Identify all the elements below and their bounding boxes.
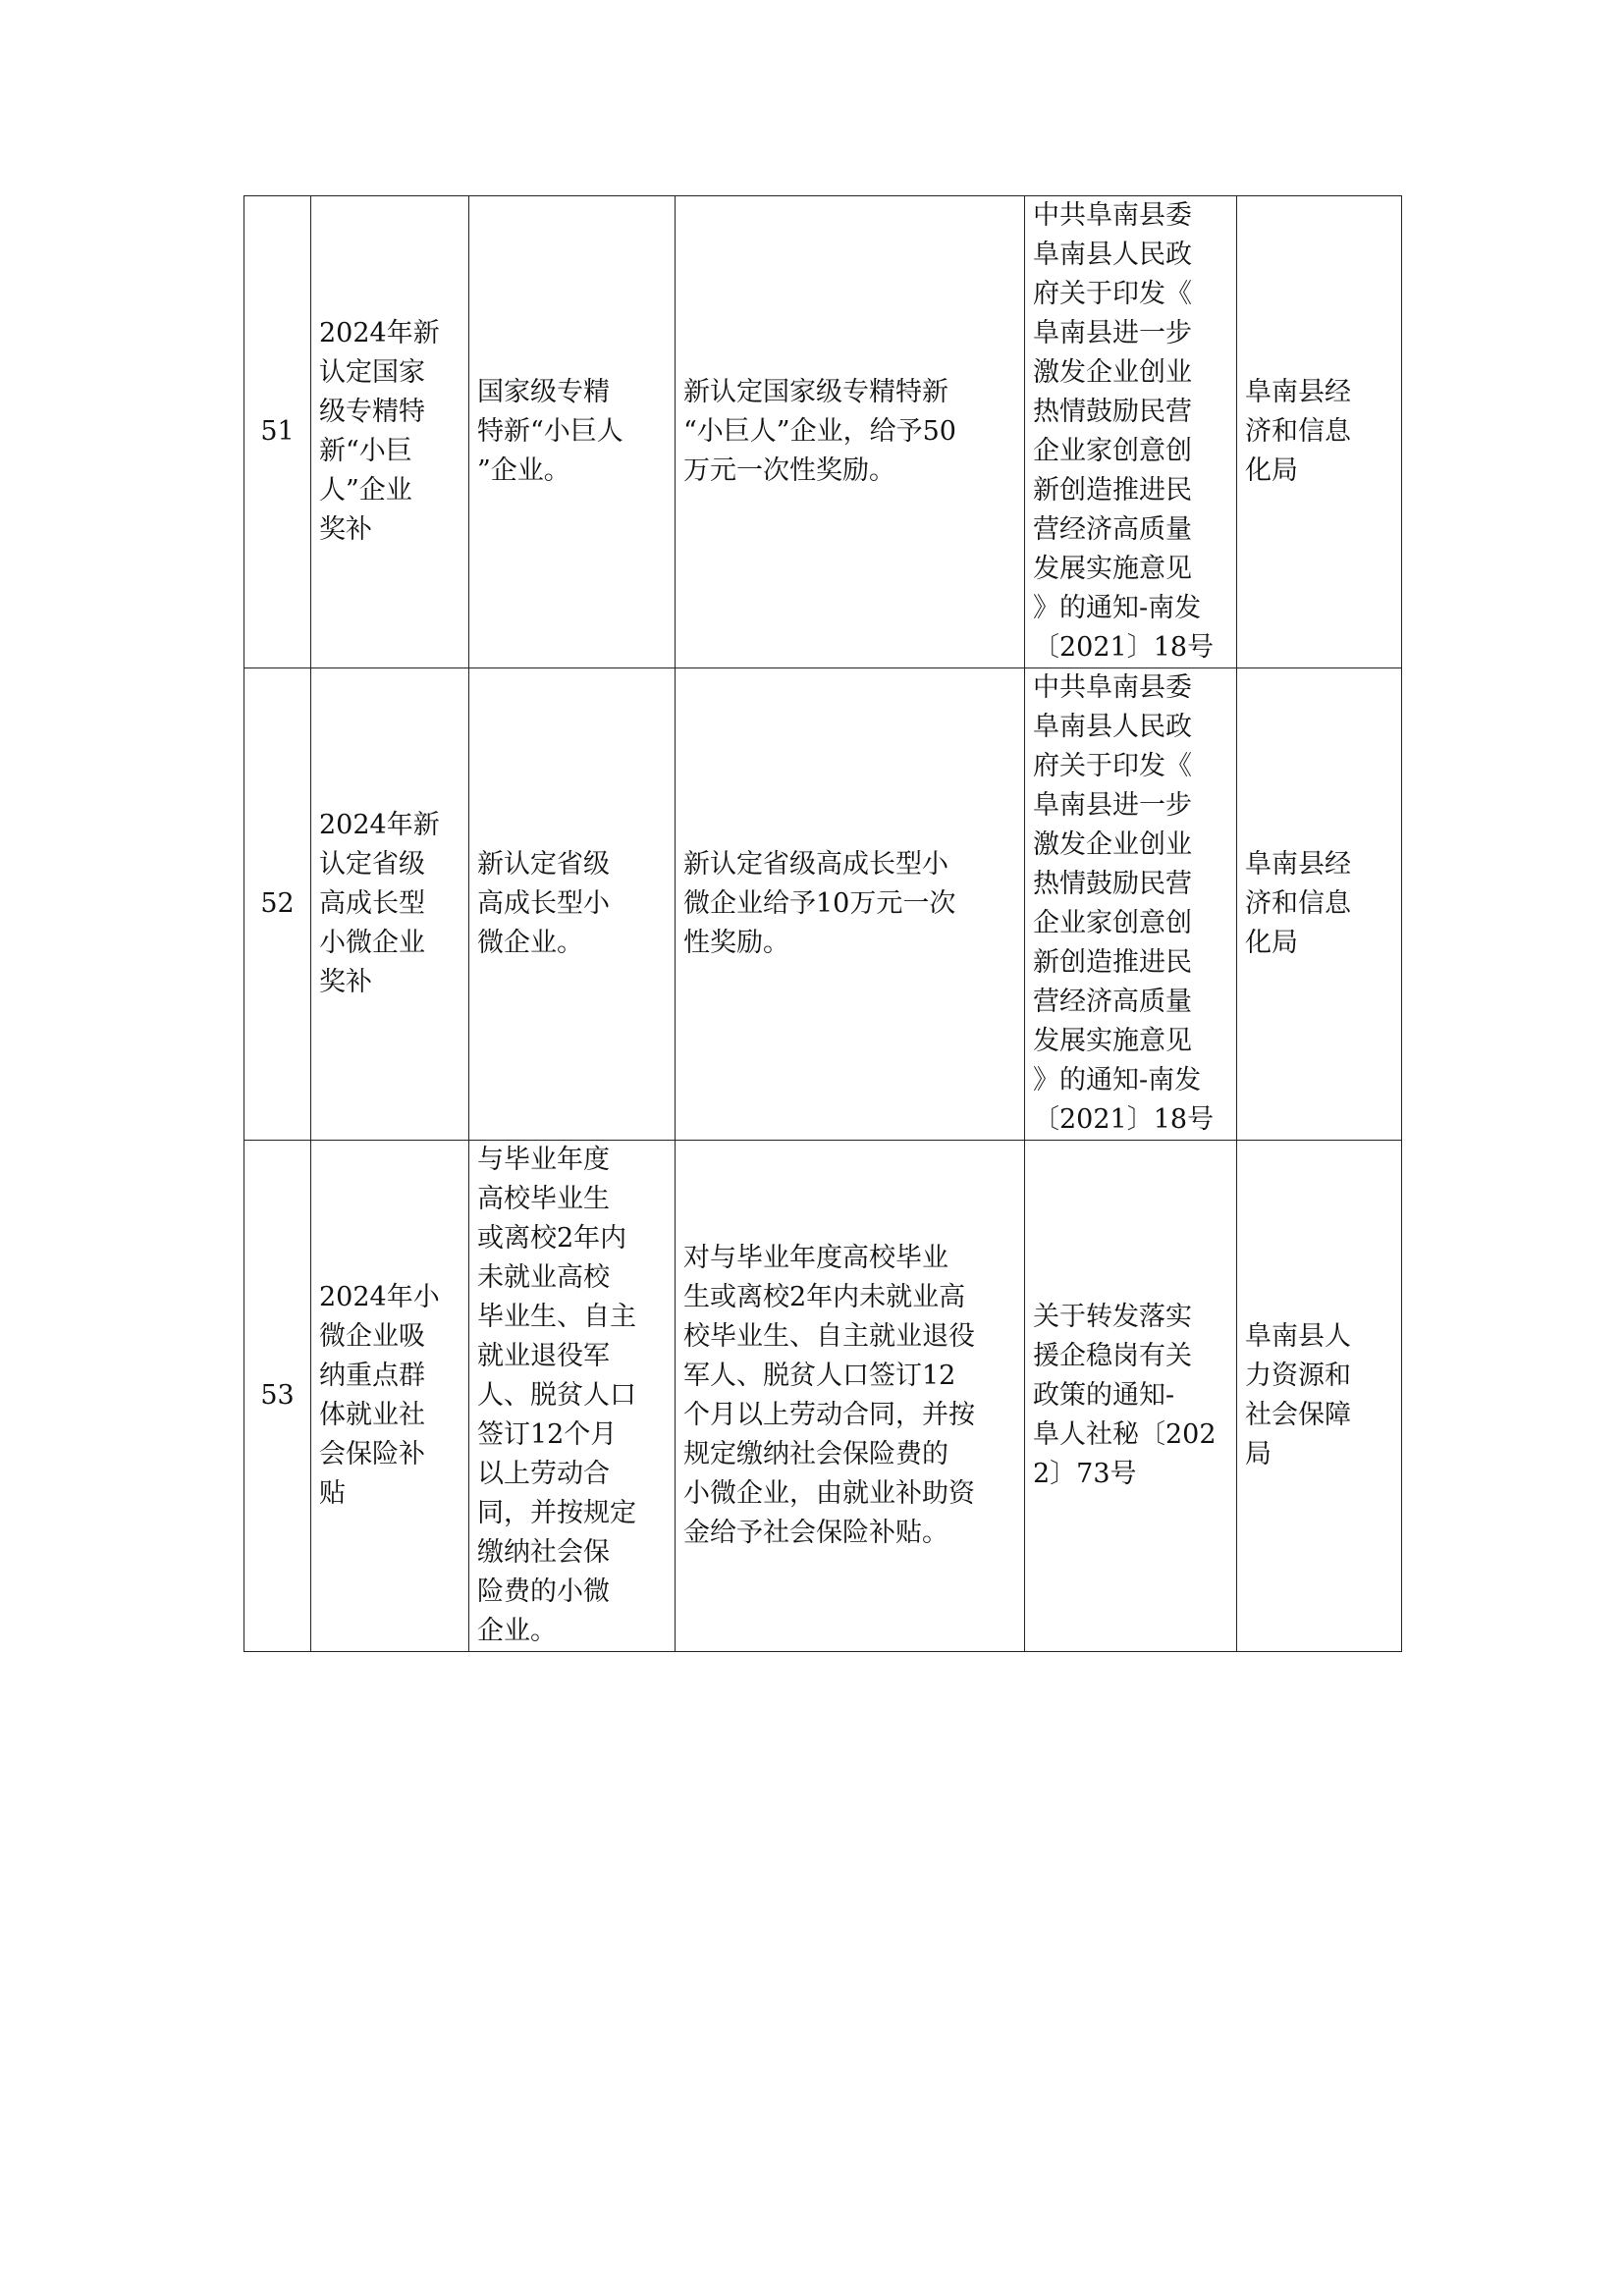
- policy-table: [244, 195, 1402, 1652]
- row-number: 51: [260, 416, 295, 447]
- target-cell: [469, 668, 676, 1141]
- standard-text: 新认定省级高成长型小 微企业给予10万元一次 性奖励。: [683, 849, 956, 958]
- basis-cell: [1025, 1141, 1237, 1652]
- standard-cell: [676, 668, 1025, 1141]
- table-row: [244, 1141, 1402, 1652]
- item-cell: [311, 668, 469, 1141]
- dept-text: 阜南县经 济和信息 化局: [1245, 377, 1351, 486]
- row-number-cell: [244, 1141, 311, 1652]
- dept-cell: [1237, 668, 1402, 1141]
- item-name: 2024年新 认定国家 级专精特 新“小巨 人”企业 奖补: [319, 318, 440, 545]
- target-text: 新认定省级 高成长型小 微企业。: [477, 849, 610, 958]
- standard-cell: [676, 196, 1025, 668]
- table-row: [244, 196, 1402, 668]
- dept-cell: [1237, 196, 1402, 668]
- target-cell: [469, 196, 676, 668]
- row-number-cell: [244, 196, 311, 668]
- dept-cell: [1237, 1141, 1402, 1652]
- basis-text: 中共阜南县委 阜南县人民政 府关于印发《 阜南县进一步 激发企业创业 热情鼓励民营 企业家创意创 新创造推进民 营经济高质量 发展实施意见 》的通知-南发 〔2021〕18号: [1033, 672, 1215, 1135]
- item-name: 2024年小 微企业吸 纳重点群 体就业社 会保险补 贴: [319, 1282, 440, 1509]
- row-number-cell: [244, 668, 311, 1141]
- dept-text: 阜南县经 济和信息 化局: [1245, 849, 1351, 958]
- row-number: 52: [260, 888, 295, 919]
- item-name: 2024年新 认定省级 高成长型 小微企业 奖补: [319, 810, 440, 997]
- dept-text: 阜南县人 力资源和 社会保障 局: [1245, 1321, 1351, 1469]
- basis-cell: [1025, 668, 1237, 1141]
- item-cell: [311, 1141, 469, 1652]
- basis-cell: [1025, 196, 1237, 668]
- table-row: [244, 668, 1402, 1141]
- standard-text: 对与毕业年度高校毕业 生或离校2年内未就业高 校毕业生、自主就业退役 军人、脱贫人口签订12 个月以上劳动合同，并按 规定缴纳社会保险费的 小微企业，由就业补助资 金给予社会保险补贴。: [683, 1243, 975, 1548]
- target-text: 与毕业年度 高校毕业生 或离校2年内 未就业高校 毕业生、自主 就业退役军 人、脱贫人口 签订12个月 以上劳动合 同，并按规定 缴纳社会保 险费的小微 企业。: [477, 1145, 636, 1646]
- target-cell: [469, 1141, 676, 1652]
- item-cell: [311, 196, 469, 668]
- row-number: 53: [260, 1380, 295, 1411]
- standard-cell: [676, 1141, 1025, 1652]
- basis-text: 中共阜南县委 阜南县人民政 府关于印发《 阜南县进一步 激发企业创业 热情鼓励民营 企业家创意创 新创造推进民 营经济高质量 发展实施意见 》的通知-南发 〔2021〕18号: [1033, 200, 1215, 663]
- target-text: 国家级专精 特新“小巨人 ”企业。: [477, 377, 623, 486]
- basis-text: 关于转发落实 援企稳岗有关 政策的通知- 阜人社秘〔202 2〕73号: [1033, 1302, 1217, 1489]
- standard-text: 新认定国家级专精特新 “小巨人”企业，给予50 万元一次性奖励。: [683, 377, 956, 486]
